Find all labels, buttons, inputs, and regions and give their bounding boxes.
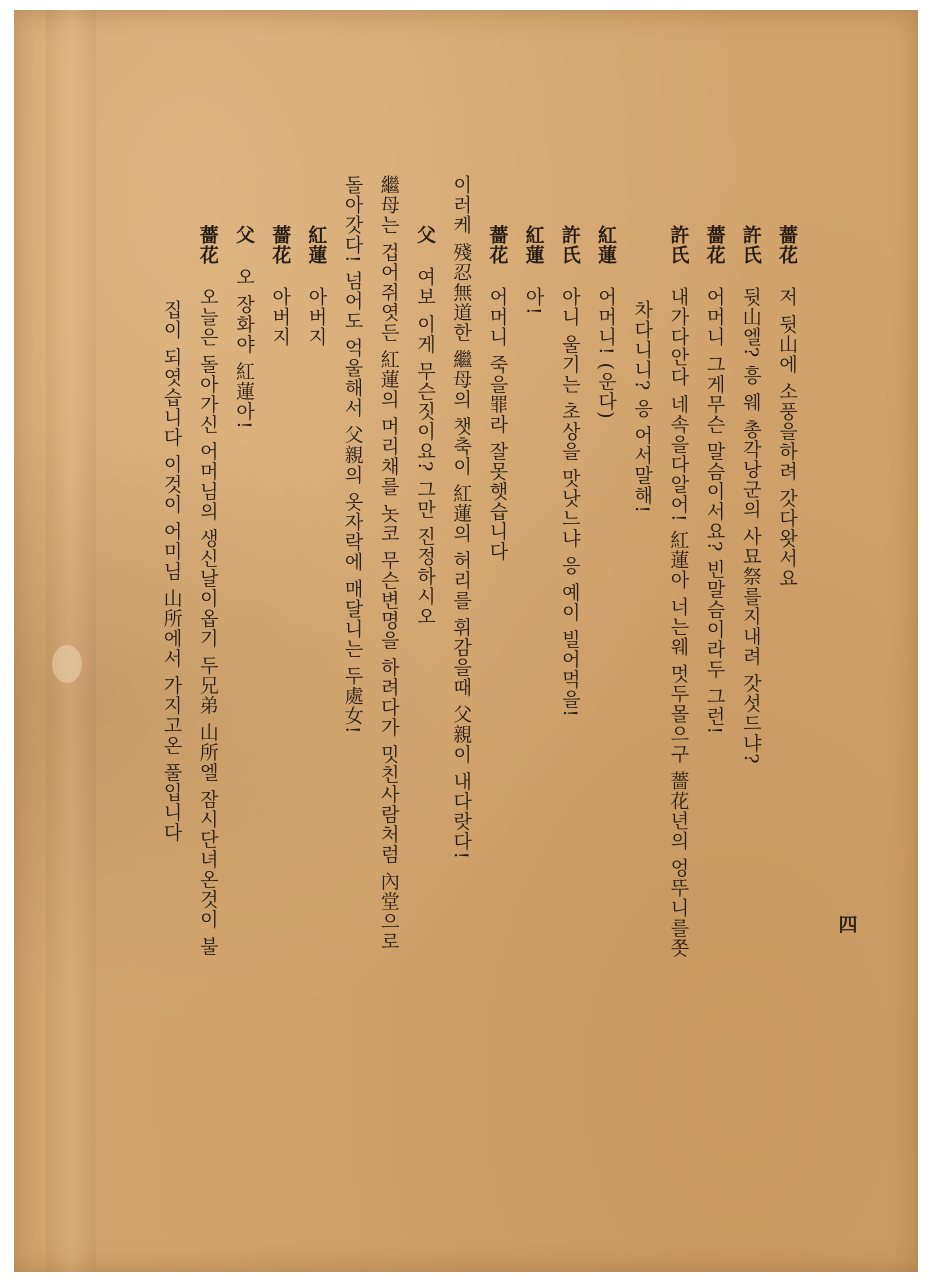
spoken-text: 어머니 죽을罪라 잘못햇습니다 — [486, 287, 509, 562]
paper-fold — [46, 10, 96, 1272]
speaker-name: 許氏 — [667, 225, 690, 265]
speaker-name: 紅蓮 — [595, 225, 617, 265]
speaker-name: 許氏 — [558, 225, 581, 265]
speaker-name: 薔花 — [486, 225, 509, 265]
script-line — [412, 225, 464, 626]
speaker-name: 薔花 — [703, 225, 726, 265]
script-line — [159, 300, 185, 842]
page-number: 四 — [838, 914, 858, 936]
spoken-text: 이러케 殘忍無道한 繼母의 챗축이 紅蓮의 허리를 휘감을때 父親이 내다랏다! — [450, 175, 473, 860]
speaker-name: 薔花 — [196, 225, 219, 265]
spoken-text: 집이 되엿습니다 이것이 어미님 山所에서 가지고온 풀입니다 — [160, 300, 183, 843]
speaker-name: 許氏 — [739, 225, 762, 265]
spoken-text: 뒷山엘? 흥 웨 총각낭군의 사묘祭를지내려 갓섯드냐? — [739, 287, 762, 765]
spoken-text: 아! — [522, 287, 545, 316]
speaker-name: 薔花 — [269, 225, 292, 265]
spoken-text: 여보 이게 무슨짓이요? 그만 진정하시오 — [414, 267, 436, 627]
spoken-text: 繼母는 겁어쥐엿든 紅蓮의 머리채를 놋코 무슨변명을 하려다가 밋친사람처럼 內堂으로 — [377, 175, 400, 952]
spoken-text: 돌아갓다! 넘어도 억울해서 父親의 옷자락에 매달니는 두處女! — [341, 175, 364, 735]
speaker-name: 紅蓮 — [305, 225, 328, 265]
script-line — [665, 225, 717, 958]
script-line — [195, 225, 247, 956]
spoken-text: 어머니 그게무슨 말슴이서요? 빈말슴이라두 그런! — [703, 287, 726, 735]
paper-tear — [52, 645, 82, 683]
spoken-text: 아니 울기는 초상을 맛낫느냐 응 예이 빌어먹을! — [558, 287, 581, 718]
spoken-text: 내가다안다 네속을다알어! 紅蓮아 너는웨 멋두몰으구 薔花년의 엉뚜니를쫏 — [667, 287, 690, 958]
speaker-name: 薔花 — [776, 225, 798, 265]
script-line — [484, 225, 536, 561]
spoken-text: 아버지 — [305, 287, 328, 347]
spoken-text: 아버지 — [269, 287, 292, 347]
spoken-text: 어머니! (운다) — [595, 287, 617, 420]
document-page — [14, 10, 918, 1272]
speaker-name: 父 — [233, 225, 255, 245]
spoken-text: 오 장화야 紅蓮아! — [233, 267, 255, 430]
speaker-name: 紅蓮 — [522, 225, 545, 265]
spoken-text: 오늘은 돌아가신 어머님의 생신날이옵기 두兄弟 山所엘 잠시단녀온것이 불 — [196, 287, 219, 957]
speaker-name: 父 — [414, 225, 436, 245]
spoken-text: 저 뒷山에 소풍을하려 갓다왓서요 — [776, 287, 798, 589]
script-line — [376, 175, 402, 951]
spoken-text: 차다니니? 응 어서말해! — [631, 300, 654, 514]
